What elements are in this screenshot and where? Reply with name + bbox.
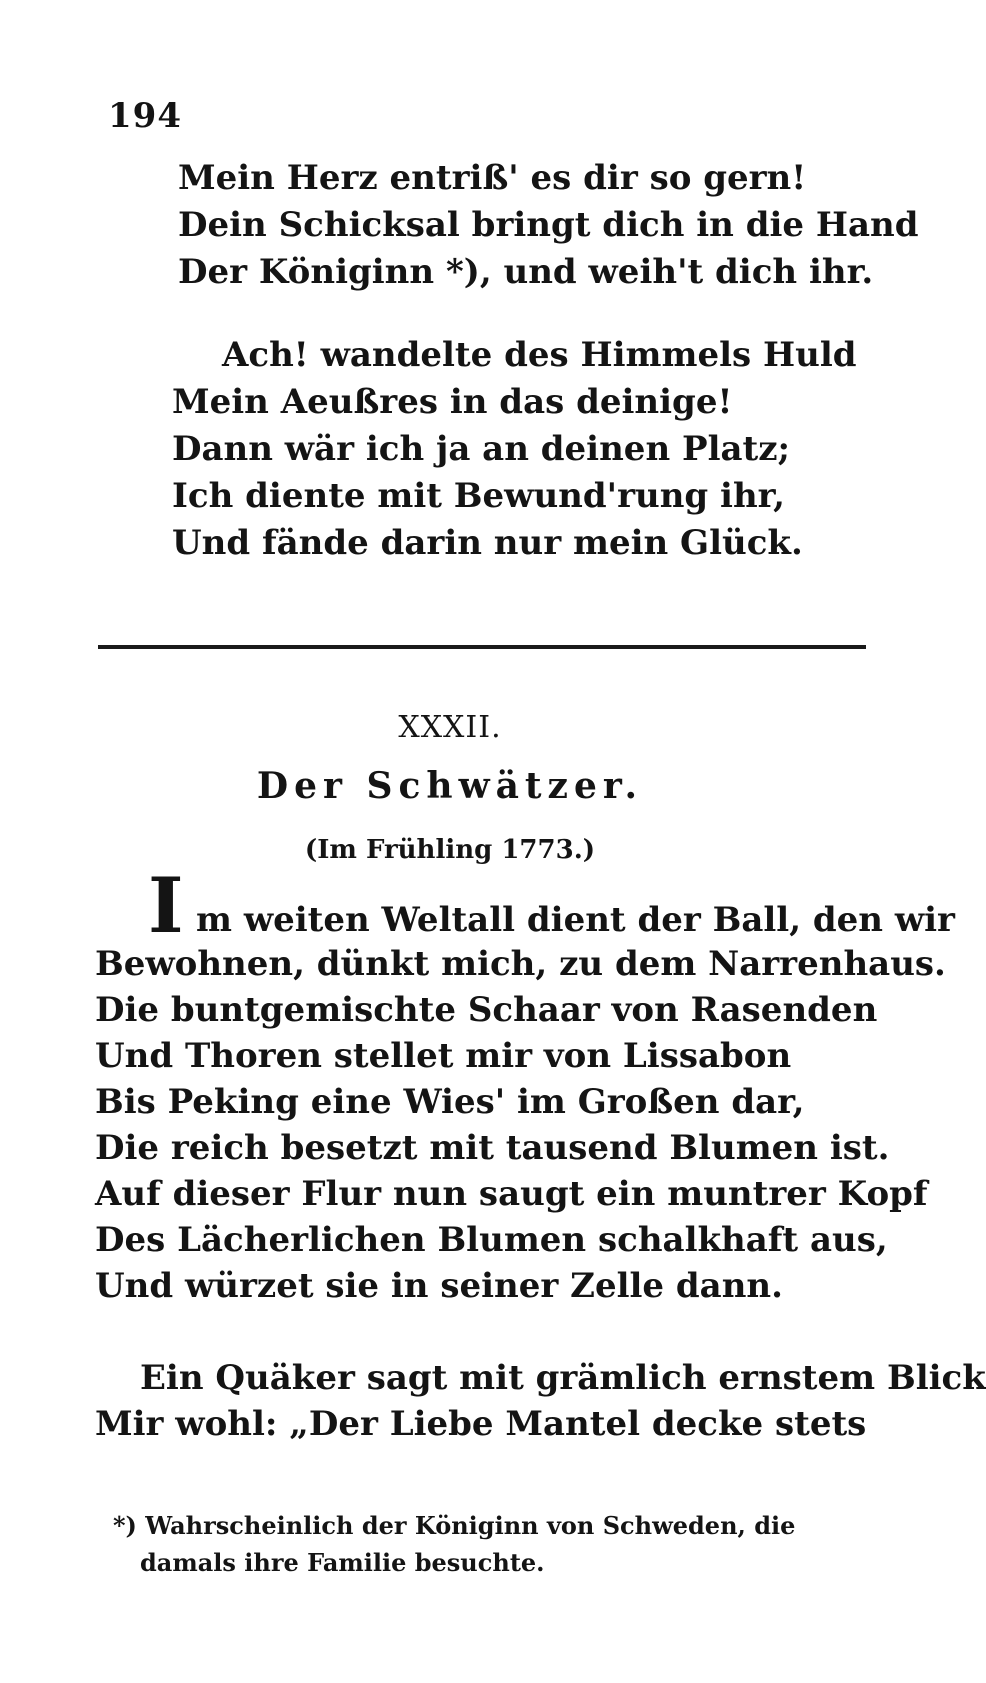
drop-cap: I [148, 861, 184, 950]
verse-line: Dein Schicksal bringt dich in die Hand [178, 205, 919, 245]
verse-line: Mir wohl: „Der Liebe Mantel decke stets [95, 1404, 867, 1444]
poem-date: (Im Frühling 1773.) [304, 835, 596, 865]
verse-line: Bewohnen, dünkt mich, zu dem Narrenhaus. [95, 944, 946, 984]
verse-line: Und würzet sie in seiner Zelle dann. [95, 1266, 783, 1306]
verse-line: Die buntgemischte Schaar von Rasenden [95, 990, 878, 1030]
verse-line: Des Lächerlichen Blumen schalkhaft aus, [95, 1220, 888, 1260]
footnote-line: *) Wahrscheinlich der Königinn von Schweden, die [113, 1511, 796, 1540]
verse-line: Dann wär ich ja an deinen Platz; [172, 429, 791, 469]
verse-line: Ein Quäker sagt mit grämlich ernstem Blick [140, 1358, 986, 1398]
verse-line: Mein Herz entriß' es dir so gern! [178, 158, 807, 198]
verse-line: Ach! wandelte des Himmels Huld [222, 335, 857, 375]
verse-line: m weiten Weltall dient der Ball, den wir [196, 900, 955, 940]
poem-number: XXXII. [398, 710, 502, 745]
verse-line: Und Thoren stellet mir von Lissabon [95, 1036, 792, 1076]
verse-line: Bis Peking eine Wies' im Großen dar, [95, 1082, 805, 1122]
poem-title: Der Schwätzer. [256, 765, 644, 807]
verse-line: Die reich besetzt mit tausend Blumen ist. [95, 1128, 890, 1168]
verse-line: Der Königinn *), und weih't dich ihr. [178, 252, 874, 292]
verse-line: Und fände darin nur mein Glück. [172, 523, 803, 563]
verse-line: Mein Aeußres in das deinige! [172, 382, 733, 422]
page-number: 194 [108, 96, 182, 136]
footnote-line: damals ihre Familie besuchte. [140, 1548, 545, 1577]
verse-line: Ich diente mit Bewund'rung ihr, [172, 476, 785, 516]
verse-line: Auf dieser Flur nun saugt ein muntrer Kopf [95, 1174, 928, 1214]
section-divider [98, 645, 866, 649]
